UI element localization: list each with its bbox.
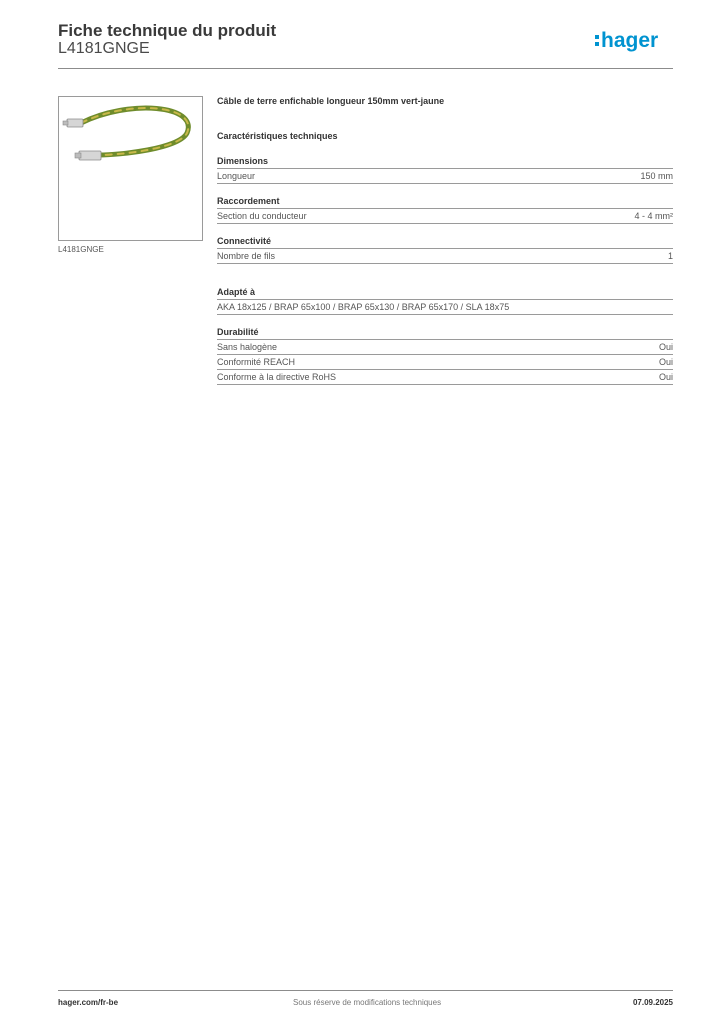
spec-row [217, 208, 673, 224]
spec-label: Section du conducteur [217, 211, 307, 221]
spec-value: 4 - 4 mm² [634, 211, 673, 221]
section-dimensions [217, 155, 673, 184]
spec-value: 1 [667, 251, 673, 261]
spec-value: Oui [658, 342, 673, 352]
section-title: Durabilité [217, 327, 259, 337]
header-divider [58, 68, 673, 69]
spec-value: Oui [658, 372, 673, 382]
footer-website-link[interactable]: hager.com/fr-be [58, 998, 119, 1007]
footer-divider [58, 990, 673, 991]
page-title: Fiche technique du produit [58, 21, 277, 40]
section-title: Dimensions [217, 156, 269, 166]
spec-row [217, 248, 673, 264]
section-raccordement [217, 195, 673, 224]
spec-label: Sans halogène [217, 342, 278, 352]
product-image [58, 96, 203, 241]
svg-text:hager: hager [601, 29, 659, 52]
footer-disclaimer: Sous réserve de modifications techniques [293, 998, 442, 1007]
spec-row [217, 168, 673, 184]
spec-label: Longueur [217, 171, 256, 181]
spec-row [217, 354, 673, 369]
spec-label: Nombre de fils [217, 251, 276, 261]
hager-logo [594, 26, 674, 56]
section-connectivite [217, 235, 673, 264]
section-title: Connectivité [217, 236, 272, 246]
footer-date: 07.09.2025 [632, 998, 673, 1007]
image-caption: L4181GNGE [58, 245, 104, 254]
spec-content [217, 96, 673, 392]
section-durabilite [217, 326, 673, 385]
product-reference: L4181GNGE [58, 40, 150, 57]
section-title: Raccordement [217, 196, 280, 206]
spec-row [217, 339, 673, 354]
section-title: Adapté à [217, 287, 256, 297]
spec-value: Oui [658, 357, 673, 367]
compatibility-list: AKA 18x125 / BRAP 65x100 / BRAP 65x130 / BRAP 65x170 / SLA 18x75 [217, 299, 673, 315]
spec-value: 150 mm [640, 171, 673, 181]
characteristics-title: Caractéristiques techniques [217, 131, 338, 141]
spec-row [217, 369, 673, 385]
product-description: Câble de terre enfichable longueur 150mm vert-jaune [217, 96, 445, 106]
spec-label: Conformité REACH [217, 357, 296, 367]
spec-label: Conforme à la directive RoHS [217, 372, 337, 382]
section-adapte [217, 286, 673, 315]
